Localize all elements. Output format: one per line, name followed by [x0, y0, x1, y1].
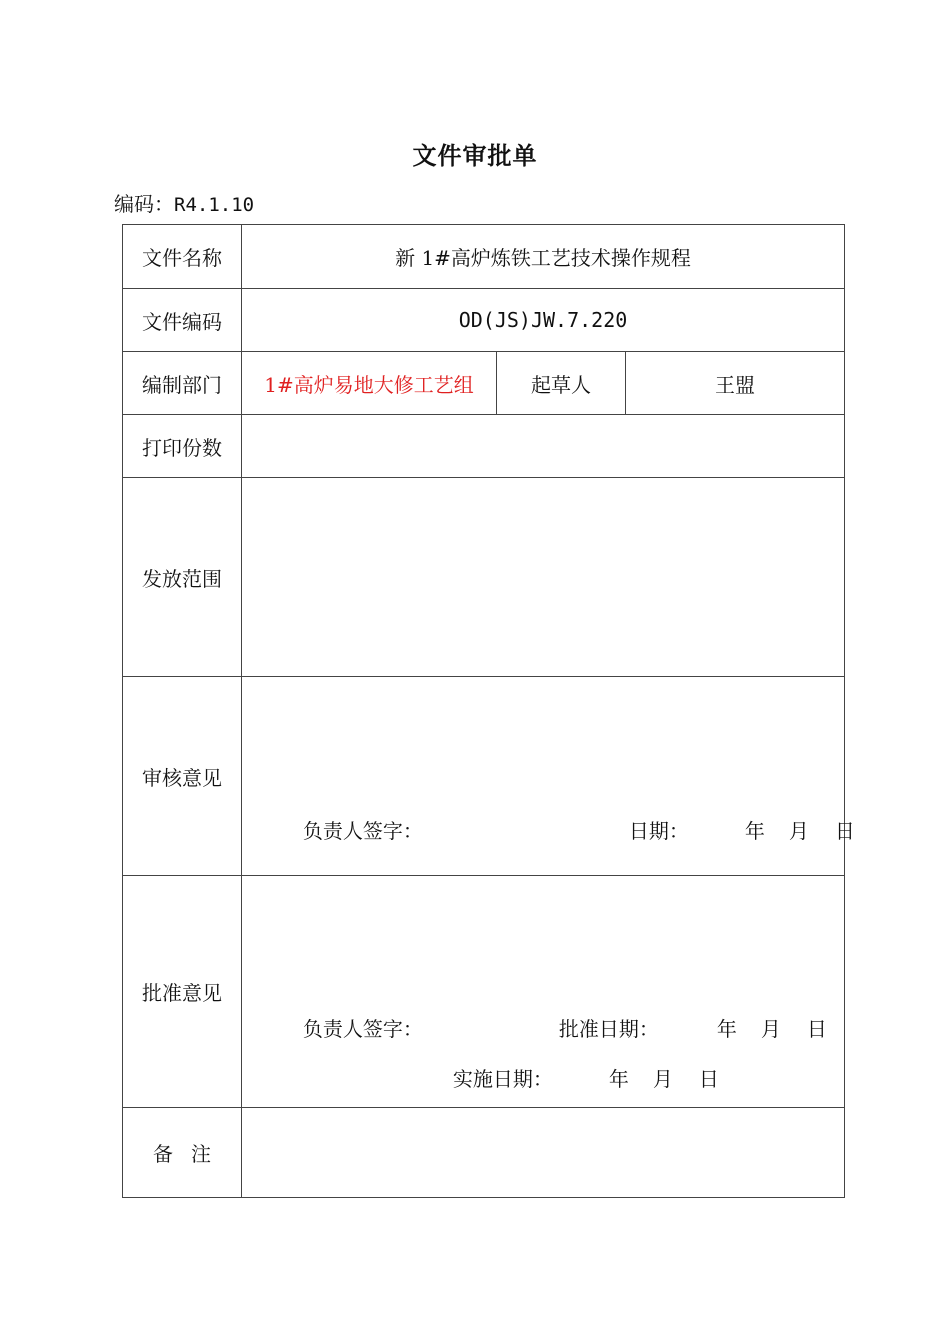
- department-label: 编制部门: [123, 352, 242, 415]
- row-remarks: [123, 1108, 845, 1198]
- review-signature-label: 负责人签字：: [302, 819, 423, 843]
- implement-month: 月: [652, 1067, 673, 1091]
- remarks-value: [242, 1108, 845, 1198]
- document-code-value: R4.1.10: [174, 194, 255, 216]
- implement-year: 年: [608, 1067, 629, 1091]
- implement-date-line: [402, 1039, 719, 1116]
- row-distribution: [123, 478, 845, 677]
- remarks-label: [123, 1108, 242, 1198]
- row-file-code: [123, 289, 845, 352]
- drafter-label: 起草人: [497, 352, 626, 415]
- row-review: [123, 677, 845, 876]
- row-print-copies: [123, 415, 845, 478]
- file-code-label: 文件编码: [123, 289, 242, 352]
- review-date-label: 日期：: [628, 819, 689, 843]
- review-signature-line: [252, 791, 855, 868]
- file-name-label: 文件名称: [123, 225, 242, 289]
- department-value: 1#高炉易地大修工艺组: [242, 352, 497, 415]
- review-label: 审核意见: [123, 677, 242, 876]
- approval-date-label: 批准日期：: [558, 1017, 659, 1041]
- remarks-label-text: 备注: [153, 1142, 229, 1166]
- implement-day: 日: [698, 1067, 719, 1091]
- approval-day: 日: [806, 1017, 827, 1041]
- row-department: [123, 352, 845, 415]
- approval-label: 批准意见: [123, 876, 242, 1108]
- review-year: 年: [744, 819, 765, 843]
- row-file-name: [123, 225, 845, 289]
- review-opinion: [242, 677, 855, 876]
- approval-table: [122, 224, 855, 1198]
- file-code-value: OD(JS)JW.7.220: [242, 289, 845, 352]
- document-code: [114, 188, 254, 217]
- file-name-value: 新 1#高炉炼铁工艺技术操作规程: [242, 225, 845, 289]
- review-day: 日: [834, 819, 855, 843]
- approval-opinion: [242, 876, 845, 1108]
- approval-year: 年: [716, 1017, 737, 1041]
- page-title: 文件审批单: [412, 142, 538, 170]
- distribution-value: [242, 478, 845, 677]
- review-month: 月: [788, 819, 809, 843]
- document-code-label: 编码：: [114, 192, 174, 216]
- approval-signature-label: 负责人签字：: [302, 1017, 423, 1041]
- print-copies-value: [242, 415, 845, 478]
- distribution-label: 发放范围: [123, 478, 242, 677]
- approval-month: 月: [760, 1017, 781, 1041]
- drafter-value: 王盟: [626, 352, 845, 415]
- print-copies-label: 打印份数: [123, 415, 242, 478]
- row-approval: [123, 876, 845, 1108]
- implement-date-label: 实施日期：: [452, 1067, 553, 1091]
